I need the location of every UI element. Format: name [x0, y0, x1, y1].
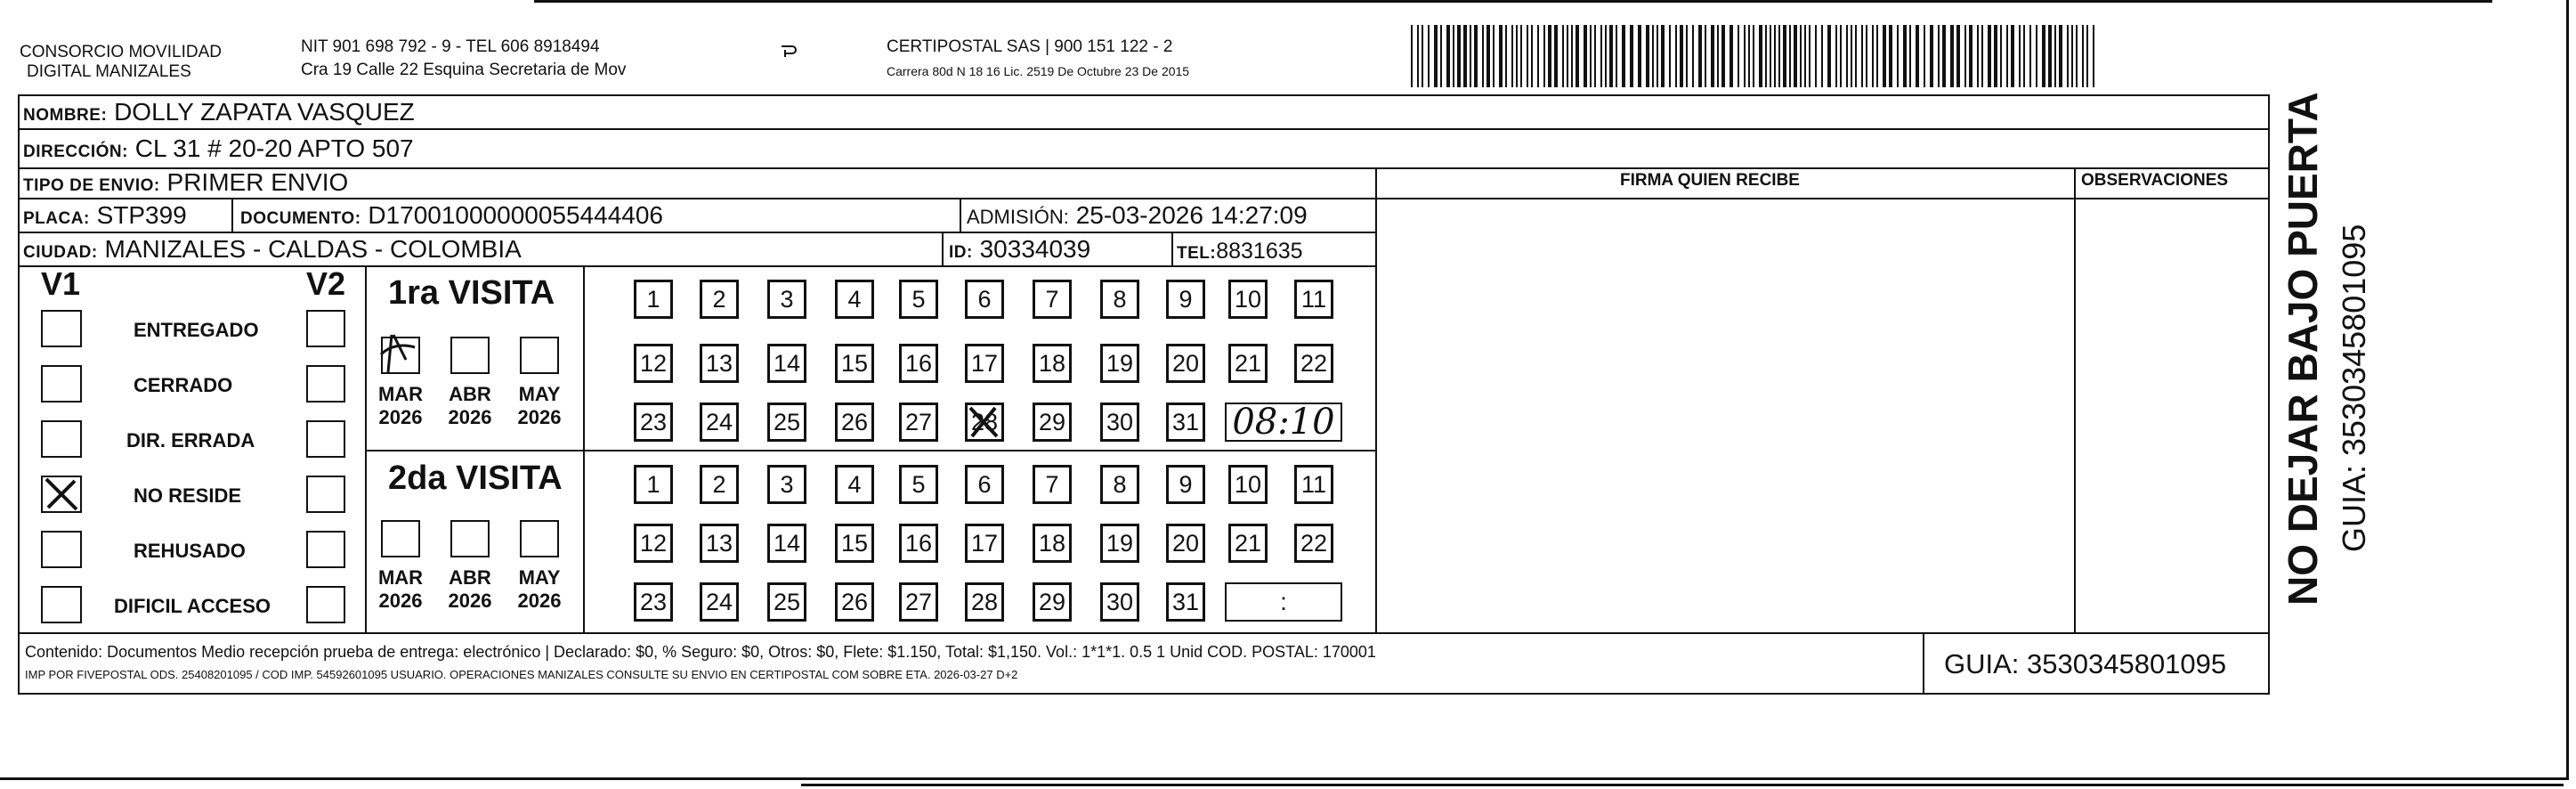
second-visit-day-15[interactable]: 15 [835, 524, 874, 563]
second-visit-day-9[interactable]: 9 [1166, 465, 1205, 504]
month-label: ABR [449, 566, 491, 589]
id-row [949, 234, 1090, 268]
ciudad-value: MANIZALES - CALDAS - COLOMBIA [104, 235, 522, 263]
barcode-bar [2019, 25, 2021, 87]
month-checkbox[interactable] [520, 520, 559, 557]
v2-checkbox[interactable] [306, 586, 345, 623]
courier-logo-icon [774, 43, 801, 57]
month-year-label [369, 566, 432, 613]
first-visit-day-18[interactable]: 18 [1033, 344, 1072, 383]
nombre-value: DOLLY ZAPATA VASQUEZ [114, 98, 415, 126]
second-visit-day-18[interactable]: 18 [1033, 524, 1072, 563]
tipo-row [23, 167, 348, 201]
year-label: 2026 [448, 406, 492, 428]
barcode-bar [1748, 25, 1750, 87]
barcode-bar [2023, 25, 2025, 87]
tel-row [1177, 236, 1303, 269]
barcode-bar [1453, 25, 1454, 87]
first-visit-day-6[interactable]: 6 [965, 280, 1004, 319]
barcode-bar [1846, 25, 1848, 87]
barcode-bar [1511, 25, 1513, 87]
barcode-bar [1876, 25, 1878, 87]
barcode-bar [1924, 25, 1925, 87]
barcode-bar [1554, 25, 1558, 87]
barcode-bar [1657, 25, 1658, 87]
status-label: REHUSADO [134, 540, 246, 562]
barcode-bar [2054, 25, 2056, 87]
second-visit-day-6[interactable]: 6 [965, 465, 1004, 504]
barcode-bar [1721, 25, 1725, 87]
first-visit-day-2[interactable]: 2 [700, 280, 739, 319]
barcode-bar [1909, 25, 1911, 87]
barcode-bar [1434, 25, 1438, 87]
second-visit-header: 2da VISITA [388, 460, 563, 497]
barcode-bar [1804, 25, 1806, 87]
barcode-bar [2082, 25, 2084, 87]
barcode-bar [1956, 25, 1960, 87]
barcode-bar [1930, 25, 1933, 87]
observaciones-header: OBSERVACIONES [2081, 171, 2229, 190]
second-visit-day-25[interactable]: 25 [767, 582, 806, 622]
barcode-bar [1463, 25, 1467, 87]
second-visit-day-14[interactable]: 14 [767, 524, 806, 563]
month-checkbox[interactable] [450, 520, 490, 557]
month-checkbox[interactable] [381, 520, 420, 557]
ciudad-row [23, 234, 522, 268]
barcode-bar [1753, 25, 1754, 87]
barcode-bar [1446, 25, 1450, 87]
month-year-label [369, 383, 432, 429]
barcode-bar [1809, 25, 1810, 87]
courier-name: CERTIPOSTAL SAS | 900 151 122 - 2 [887, 37, 1173, 56]
month-label: MAR [377, 566, 424, 589]
direccion-row [23, 134, 414, 167]
month-year-label [508, 566, 571, 613]
second-visit-day-27[interactable]: 27 [899, 582, 938, 622]
barcode-bar [1440, 25, 1442, 87]
barcode-bar [2000, 25, 2002, 87]
barcode-bar [1705, 25, 1706, 87]
second-visit-day-8[interactable]: 8 [1100, 465, 1139, 504]
barcode-bar [1543, 25, 1545, 87]
barcode-bar [1778, 25, 1780, 87]
barcode-bar [1531, 25, 1533, 87]
tipo-value: PRIMER ENVIO [166, 168, 349, 196]
second-visit-day-4[interactable]: 4 [835, 465, 874, 504]
top-edge [534, 0, 2492, 3]
barcode-bar [1562, 25, 1564, 87]
v2-checkbox[interactable] [306, 310, 345, 347]
barcode-bar [2029, 25, 2031, 87]
consortium-name-1: CONSORCIO MOVILIDAD [20, 43, 222, 61]
barcode-bar [1576, 25, 1579, 87]
tel-label: TEL: [1177, 244, 1217, 263]
v1-checkbox[interactable] [41, 420, 82, 458]
address-line: Cra 19 Calle 22 Esquina Secretaria de Mov [301, 61, 627, 79]
barcode-bar [1499, 25, 1503, 87]
barcode-bar [1594, 25, 1596, 87]
id-value: 30334039 [979, 235, 1091, 263]
barcode-bar [1794, 25, 1797, 87]
barcode-bar [1827, 25, 1831, 87]
barcode-bar [1692, 25, 1694, 87]
status-label: NO RESIDE [134, 484, 242, 507]
barcode-bar [1729, 25, 1733, 87]
nombre-label: NOMBRE: [23, 106, 108, 125]
second-visit-time[interactable]: : [1225, 582, 1342, 622]
barcode-bar [1584, 25, 1587, 87]
v1-checkbox[interactable] [41, 531, 82, 568]
admision-row [967, 200, 1308, 232]
barcode-bar [1977, 25, 1979, 87]
barcode-bar [2042, 25, 2045, 87]
barcode-bar [1717, 25, 1719, 87]
second-visit-day-21[interactable]: 21 [1228, 524, 1268, 563]
first-visit-day-7[interactable]: 7 [1033, 280, 1072, 319]
barcode-bar [2048, 25, 2052, 87]
barcode-bar [2093, 25, 2094, 87]
second-visit-day-24[interactable]: 24 [700, 582, 739, 622]
documento-value: D17001000000055444406 [368, 201, 663, 229]
barcode-bar [1422, 25, 1423, 87]
barcode-bar [1840, 25, 1842, 87]
second-visit-day-1[interactable]: 1 [634, 465, 673, 504]
status-label: DIR. ERRADA [126, 429, 255, 451]
first-visit-day-17[interactable]: 17 [965, 344, 1004, 383]
first-visit-day-23[interactable]: 23 [634, 403, 673, 442]
barcode-bar [1638, 25, 1641, 87]
first-visit-day-10[interactable]: 10 [1228, 280, 1268, 319]
month-year-label [439, 383, 501, 429]
barcode-bar [1548, 25, 1551, 87]
second-visit-day-22[interactable]: 22 [1294, 524, 1333, 563]
second-visit-day-20[interactable]: 20 [1166, 524, 1205, 563]
first-visit-day-31[interactable]: 31 [1166, 403, 1205, 442]
v1-header: V1 [41, 265, 81, 302]
side-warning: NO DEJAR BAJO PUERTA [2280, 92, 2326, 606]
barcode-bar [1916, 25, 1919, 87]
col-status-right [365, 265, 367, 632]
first-visit-day-26[interactable]: 26 [835, 403, 874, 442]
barcode-bar [1698, 25, 1702, 87]
barcode-bar [1774, 25, 1776, 87]
first-visit-day-8[interactable]: 8 [1100, 280, 1139, 319]
barcode-bar [1686, 25, 1688, 87]
bottom-edge [801, 784, 2564, 786]
month-checkbox[interactable] [381, 337, 420, 374]
barcode-bar [1950, 25, 1954, 87]
documento-label: DOCUMENTO: [240, 209, 361, 228]
first-visit-day-14[interactable]: 14 [767, 344, 806, 383]
barcode-bar [1616, 25, 1617, 87]
x-mark-icon [43, 477, 80, 511]
col-guia-left [1923, 632, 1924, 695]
col-id-left [942, 232, 944, 265]
barcode-bar [1609, 25, 1613, 87]
barcode-bar [1835, 25, 1837, 87]
barcode-bar [1800, 25, 1802, 87]
second-visit-day-12[interactable]: 12 [634, 524, 673, 563]
barcode-bar [1571, 25, 1573, 87]
barcode-bar [1482, 25, 1484, 87]
placa-row [23, 200, 187, 234]
first-visit-day-21[interactable]: 21 [1228, 344, 1268, 383]
year-label: 2026 [517, 590, 562, 612]
first-visit-day-11[interactable]: 11 [1294, 280, 1333, 319]
first-visit-day-24[interactable]: 24 [700, 403, 739, 442]
ciudad-label: CIUDAD: [23, 243, 98, 262]
line-direccion [18, 167, 2270, 169]
barcode-bar [1770, 25, 1771, 87]
first-visit-day-3[interactable]: 3 [767, 280, 806, 319]
second-visit-day-29[interactable]: 29 [1033, 582, 1072, 622]
month-year-label [508, 383, 571, 429]
nit-line: NIT 901 698 792 - 9 - TEL 606 8918494 [301, 37, 600, 56]
year-label: 2026 [378, 406, 423, 428]
second-visit-day-13[interactable]: 13 [700, 524, 739, 563]
barcode-bar [1457, 25, 1461, 87]
second-visit-day-16[interactable]: 16 [899, 524, 938, 563]
barcode-bar [1981, 25, 1983, 87]
second-visit-day-23[interactable]: 23 [634, 582, 673, 622]
firma-header: FIRMA QUIEN RECIBE [1620, 171, 1800, 190]
barcode-bar [1652, 25, 1654, 87]
barcode-bar [1861, 25, 1863, 87]
barcode-bar [1428, 25, 1430, 87]
first-visit-time[interactable]: 08:10 [1225, 403, 1342, 442]
col-months-right [583, 265, 585, 632]
second-visit-day-11[interactable]: 11 [1294, 465, 1333, 504]
month-checkbox[interactable] [520, 337, 559, 374]
second-visit-day-5[interactable]: 5 [899, 465, 938, 504]
second-visit-day-19[interactable]: 19 [1100, 524, 1139, 563]
admision-value: 25-03-2026 14:27:09 [1075, 201, 1308, 229]
barcode-bar [1661, 25, 1665, 87]
handwritten-check-icon [376, 328, 425, 372]
first-visit-day-5[interactable]: 5 [899, 280, 938, 319]
first-visit-day-9[interactable]: 9 [1166, 280, 1205, 319]
barcode-bar [2011, 25, 2014, 87]
second-visit-day-30[interactable]: 30 [1100, 582, 1139, 622]
barcode-bar [2006, 25, 2008, 87]
barcode-bar [1851, 25, 1852, 87]
v2-checkbox[interactable] [306, 476, 345, 513]
courier-address: Carrera 80d N 18 16 Lic. 2519 De Octubre 23 De 2015 [887, 64, 1190, 78]
month-label: MAR [377, 383, 424, 405]
barcode-bar [1605, 25, 1607, 87]
barcode-bar [1759, 25, 1762, 87]
barcode-bar [2076, 25, 2078, 87]
barcode-bar [1669, 25, 1671, 87]
barcode-bar [1903, 25, 1907, 87]
barcode-bar [1872, 25, 1874, 87]
line-visit-split [365, 450, 1375, 451]
line-footer [18, 632, 2270, 634]
direccion-label: DIRECCIÓN: [23, 142, 128, 161]
barcode-bar [1630, 25, 1633, 87]
year-label: 2026 [378, 590, 423, 612]
x-mark-icon [965, 403, 1004, 442]
barcode-bar [2067, 25, 2069, 87]
second-visit-day-17[interactable]: 17 [965, 524, 1004, 563]
form-frame [18, 94, 2270, 695]
second-visit-day-31[interactable]: 31 [1166, 582, 1205, 622]
first-visit-day-29[interactable]: 29 [1033, 403, 1072, 442]
barcode-bar [1505, 25, 1507, 87]
barcode-bar [1527, 25, 1528, 87]
barcode-bar [1866, 25, 1867, 87]
barcode-bar [1942, 25, 1946, 87]
v2-header: V2 [306, 265, 346, 302]
barcode-bar [1783, 25, 1786, 87]
barcode-bar [1600, 25, 1602, 87]
barcode-bar [1622, 25, 1625, 87]
first-visit-day-13[interactable]: 13 [700, 344, 739, 383]
v1-checkbox[interactable] [41, 476, 82, 513]
barcode-bar [1994, 25, 1997, 87]
status-label: ENTREGADO [134, 319, 259, 341]
tel-value: 8831635 [1216, 239, 1303, 264]
first-visit-day-15[interactable]: 15 [835, 344, 874, 383]
barcode-bar [1897, 25, 1899, 87]
barcode-bar [1417, 25, 1419, 87]
first-visit-day-19[interactable]: 19 [1100, 344, 1139, 383]
barcode-bar [1711, 25, 1714, 87]
month-year-label [439, 566, 501, 613]
v2-checkbox[interactable] [306, 365, 345, 403]
barcode-bar [1470, 25, 1471, 87]
barcode-bar [1988, 25, 1991, 87]
barcode-bar [1516, 25, 1518, 87]
first-visit-day-1[interactable]: 1 [634, 280, 673, 319]
second-visit-day-28[interactable]: 28 [965, 582, 1004, 622]
second-visit-day-10[interactable]: 10 [1228, 465, 1268, 504]
documento-row [240, 200, 663, 234]
second-visit-day-26[interactable]: 26 [835, 582, 874, 622]
barcode-bar [1969, 25, 1973, 87]
barcode-bar [1765, 25, 1767, 87]
barcode-bar [1680, 25, 1683, 87]
barcode-bar [1815, 25, 1817, 87]
barcode-bar [2059, 25, 2062, 87]
barcode-bar [1821, 25, 1823, 87]
nombre-row [23, 97, 415, 131]
barcode-bar [1486, 25, 1490, 87]
v1-checkbox[interactable] [41, 365, 82, 403]
month-label: ABR [449, 383, 491, 405]
month-checkbox[interactable] [450, 337, 490, 374]
barcode-bar [2071, 25, 2073, 87]
first-visit-day-28[interactable]: 28 [965, 403, 1004, 442]
status-label: CERRADO [134, 374, 233, 396]
barcode-bar [2036, 25, 2037, 87]
first-visit-day-27[interactable]: 27 [899, 403, 938, 442]
v1-checkbox[interactable] [41, 310, 82, 347]
status-label: DIFICIL ACCESO [114, 595, 271, 617]
id-label: ID: [949, 243, 973, 262]
first-visit-day-12[interactable]: 12 [634, 344, 673, 383]
month-label: MAY [518, 383, 561, 405]
second-visit-day-7[interactable]: 7 [1033, 465, 1072, 504]
consortium-name-2: DIGITAL MANIZALES [27, 62, 191, 81]
barcode-bar [1964, 25, 1966, 87]
barcode-bar [1855, 25, 1857, 87]
barcode-bar [1474, 25, 1478, 87]
barcode-bar [1675, 25, 1677, 87]
barcode-bar [1883, 25, 1886, 87]
barcode-bar [1493, 25, 1495, 87]
barcode-bar [1738, 25, 1739, 87]
barcode-bar [1646, 25, 1649, 87]
barcode [1411, 25, 2101, 87]
col-obs-left [2074, 167, 2076, 632]
barcode-bar [1411, 25, 1413, 87]
placa-value: STP399 [96, 201, 187, 229]
barcode-bar [1537, 25, 1539, 87]
barcode-bar [2086, 25, 2088, 87]
second-visit-day-3[interactable]: 3 [767, 465, 806, 504]
barcode-bar [1789, 25, 1791, 87]
barcode-bar [1520, 25, 1522, 87]
direccion-value: CL 31 # 20-20 APTO 507 [134, 134, 414, 162]
tipo-label: TIPO DE ENVIO: [23, 176, 160, 195]
first-visit-day-30[interactable]: 30 [1100, 403, 1139, 442]
first-visit-header: 1ra VISITA [388, 274, 555, 312]
first-visit-day-16[interactable]: 16 [899, 344, 938, 383]
col-documento-left [231, 198, 233, 232]
admision-label: ADMISIÓN: [967, 206, 1069, 228]
v2-checkbox[interactable] [306, 531, 345, 568]
second-visit-day-2[interactable]: 2 [700, 465, 739, 504]
first-visit-day-22[interactable]: 22 [1294, 344, 1333, 383]
barcode-bar [1567, 25, 1568, 87]
first-visit-day-4[interactable]: 4 [835, 280, 874, 319]
year-label: 2026 [517, 406, 562, 428]
line-firma-header [1375, 198, 2270, 199]
imp-line: IMP POR FIVEPOSTAL ODS. 25408201095 / COD IMP. 54592601095 USUARIO. OPERACIONES MANIZALES CONSULTE SU ENVIO EN CERTIPOSTAL COM SOBRE ETA. 2026-03-27 D+2 [25, 668, 1018, 681]
first-visit-day-25[interactable]: 25 [767, 403, 806, 442]
v1-checkbox[interactable] [41, 586, 82, 623]
barcode-bar [1744, 25, 1746, 87]
col-tel-left [1171, 232, 1173, 265]
col-firma-left [1375, 167, 1377, 632]
year-label: 2026 [448, 590, 492, 612]
contenido-line: Contenido: Documentos Medio recepción prueba de entrega: electrónico | Declarado: $0, % Seguro: $0, Otros: $0, Flete: $1.150, Total: $1,150. Vol.: 1*1*1. 0.5 1 Unid COD. POSTAL: 170001 [25, 643, 1376, 661]
placa-label: PLACA: [23, 209, 90, 228]
barcode-bar [1938, 25, 1940, 87]
v2-checkbox[interactable] [306, 420, 345, 458]
month-label: MAY [518, 566, 561, 589]
side-guia: GUIA: 3530345801095 [2336, 224, 2372, 552]
footer-guia: GUIA: 3530345801095 [1944, 648, 2227, 679]
barcode-bar [1889, 25, 1892, 87]
first-visit-day-20[interactable]: 20 [1166, 344, 1205, 383]
col-admision-left [960, 198, 961, 232]
barcode-bar [1590, 25, 1592, 87]
